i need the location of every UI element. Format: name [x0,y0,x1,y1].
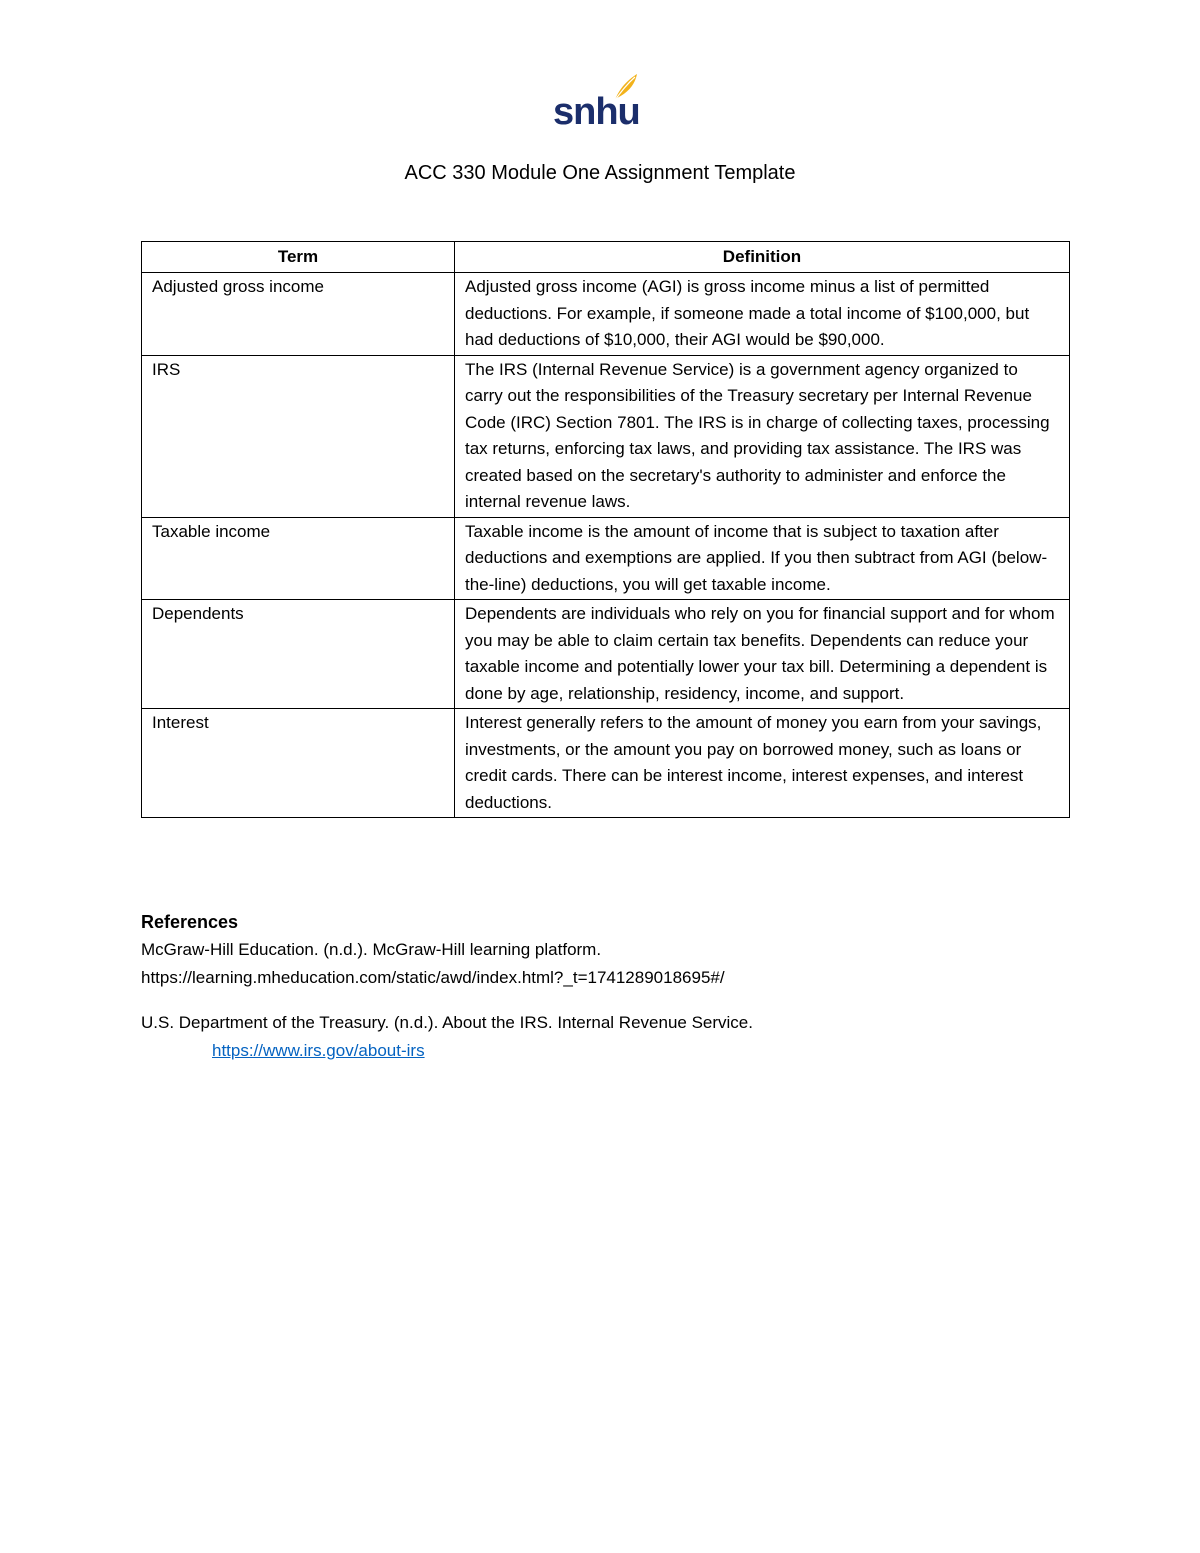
header-term: Term [142,242,455,273]
term-cell: Adjusted gross income [142,273,455,356]
reference-url-text: https://learning.mheducation.com/static/awd/index.html?_t=1741289018695#/ [141,968,725,987]
table-row [142,709,1070,818]
definition-cell: Taxable income is the amount of income that is subject to taxation after deductions and exemptions are applied. If you then subtract from AGI (below-the-line) deductions, you will get taxable income. [455,517,1070,600]
reference-citation: U.S. Department of the Treasury. (n.d.). About the IRS. Internal Revenue Service. [141,1013,753,1032]
logo-wordmark: snhu [553,91,640,133]
term-cell: Taxable income [142,517,455,600]
definition-cell: Dependents are individuals who rely on you for financial support and for whom you may be able to claim certain tax benefits. Dependents can reduce your taxable income and potentially lower your tax bill. Determining a dependent is done by age, relationship, residency, income, and support. [455,600,1070,709]
references-heading: References [141,912,239,932]
definition-cell: Adjusted gross income (AGI) is gross income minus a list of permitted deductions. For example, if someone made a total income of $100,000, but had deductions of $10,000, their AGI would be $90,000. [455,273,1070,356]
definition-cell: Interest generally refers to the amount of money you earn from your savings, investments, or the amount you pay on borrowed money, such as loans or credit cards. There can be interest income, interest expenses, and interest deductions. [455,709,1070,818]
terms-table [141,241,1070,818]
table-row [142,355,1070,517]
reference-citation: McGraw-Hill Education. (n.d.). McGraw-Hill learning platform. [141,940,602,959]
term-cell: IRS [142,355,455,517]
table-header-row [142,242,1070,273]
table-row [142,517,1070,600]
header-definition: Definition [455,242,1070,273]
definition-cell: The IRS (Internal Revenue Service) is a government agency organized to carry out the responsibilities of the Treasury secretary per Internal Revenue Code (IRC) Section 7801. The IRS is in charge of collecting taxes, processing tax returns, enforcing tax laws, and providing tax assistance. The IRS was created based on the secretary's authority to administer and enforce the internal revenue laws. [455,355,1070,517]
table-row [142,273,1070,356]
document-title: ACC 330 Module One Assignment Template [404,162,796,184]
reference-link[interactable]: https://www.irs.gov/about-irs [212,1041,425,1060]
table-row [142,600,1070,709]
term-cell: Interest [142,709,455,818]
snhu-logo [553,72,643,134]
references-section [141,908,1081,1065]
term-cell: Dependents [142,600,455,709]
